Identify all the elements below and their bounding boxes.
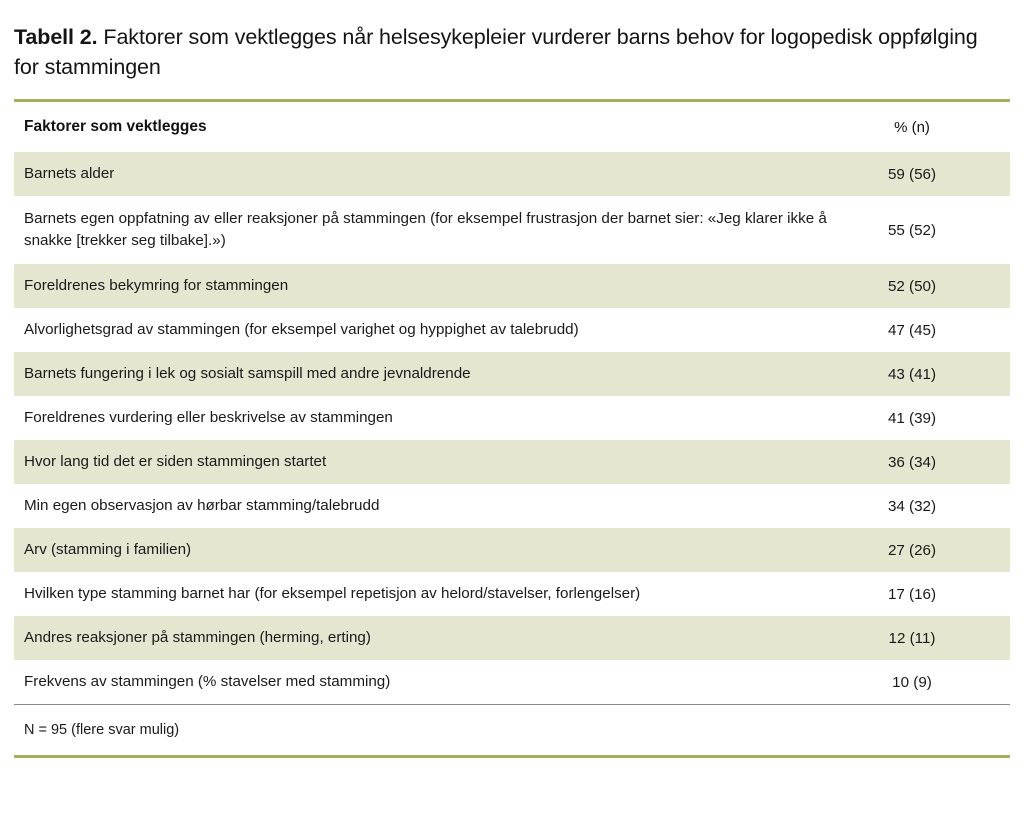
cell-factor: Andres reaksjoner på stammingen (herming, erting) <box>24 629 371 646</box>
factors-table <box>14 102 1010 704</box>
cell-factor: Foreldrenes bekymring for stammingen <box>24 277 289 294</box>
cell-percent: 27 (26) <box>887 541 937 559</box>
cell-factor: Foreldrenes vurdering eller beskrivelse av stammingen <box>24 409 393 426</box>
cell-factor: Barnets fungering i lek og sosialt samspill med andre jevnaldrende <box>24 365 471 382</box>
table-row <box>14 264 1010 308</box>
cell-factor: Hvor lang tid det er siden stammingen startet <box>24 453 327 470</box>
cell-factor: Frekvens av stammingen (% stavelser med stamming) <box>24 673 391 690</box>
cell-factor: Barnets egen oppfatning av eller reaksjoner på stammingen (for eksempel frustrasjon der barnet sier: «Jeg klarer ikke å snakke [trekker seg tilbake].») <box>24 210 827 249</box>
cell-percent: 43 (41) <box>887 365 937 383</box>
table-footnote-text: N = 95 (flere svar mulig) <box>24 722 180 738</box>
column-header-percent: % (n) <box>894 118 930 136</box>
table-row <box>14 484 1010 528</box>
table-header <box>14 102 1010 152</box>
table-row <box>14 396 1010 440</box>
cell-percent: 47 (45) <box>887 321 937 339</box>
cell-percent: 55 (52) <box>887 221 937 239</box>
table-caption-text: Faktorer som vektlegges når helsesykepleier vurderer barns behov for logopedisk oppfølging for stammingen <box>14 25 978 79</box>
column-header-factor: Faktorer som vektlegges <box>24 118 207 135</box>
table-row <box>14 152 1010 196</box>
table-row <box>14 440 1010 484</box>
cell-percent: 41 (39) <box>887 409 937 427</box>
cell-factor: Barnets alder <box>24 165 115 182</box>
table-footnote <box>14 705 1010 755</box>
cell-percent: 34 (32) <box>887 497 937 515</box>
cell-factor: Arv (stamming i familien) <box>24 541 192 558</box>
table-bottom-rule <box>14 755 1010 758</box>
cell-percent: 10 (9) <box>892 673 932 691</box>
table-row <box>14 308 1010 352</box>
cell-percent: 52 (50) <box>887 277 937 295</box>
cell-percent: 36 (34) <box>887 453 937 471</box>
cell-percent: 17 (16) <box>887 585 937 603</box>
cell-percent: 59 (56) <box>887 165 937 183</box>
table-caption-label: Tabell 2. <box>14 25 98 49</box>
table-row <box>14 660 1010 704</box>
table-body <box>14 152 1010 704</box>
table-row <box>14 572 1010 616</box>
cell-percent: 12 (11) <box>888 629 936 647</box>
cell-factor: Alvorlighetsgrad av stammingen (for eksempel varighet og hyppighet av talebrudd) <box>24 321 579 338</box>
cell-factor: Hvilken type stamming barnet har (for eksempel repetisjon av helord/stavelser, forlengelser) <box>24 585 641 602</box>
table-caption <box>14 0 1006 82</box>
table-row <box>14 528 1010 572</box>
table-row <box>14 616 1010 660</box>
table-header-row <box>14 102 1010 152</box>
table-row <box>14 196 1010 264</box>
table-row <box>14 352 1010 396</box>
cell-factor: Min egen observasjon av hørbar stamming/talebrudd <box>24 497 380 514</box>
